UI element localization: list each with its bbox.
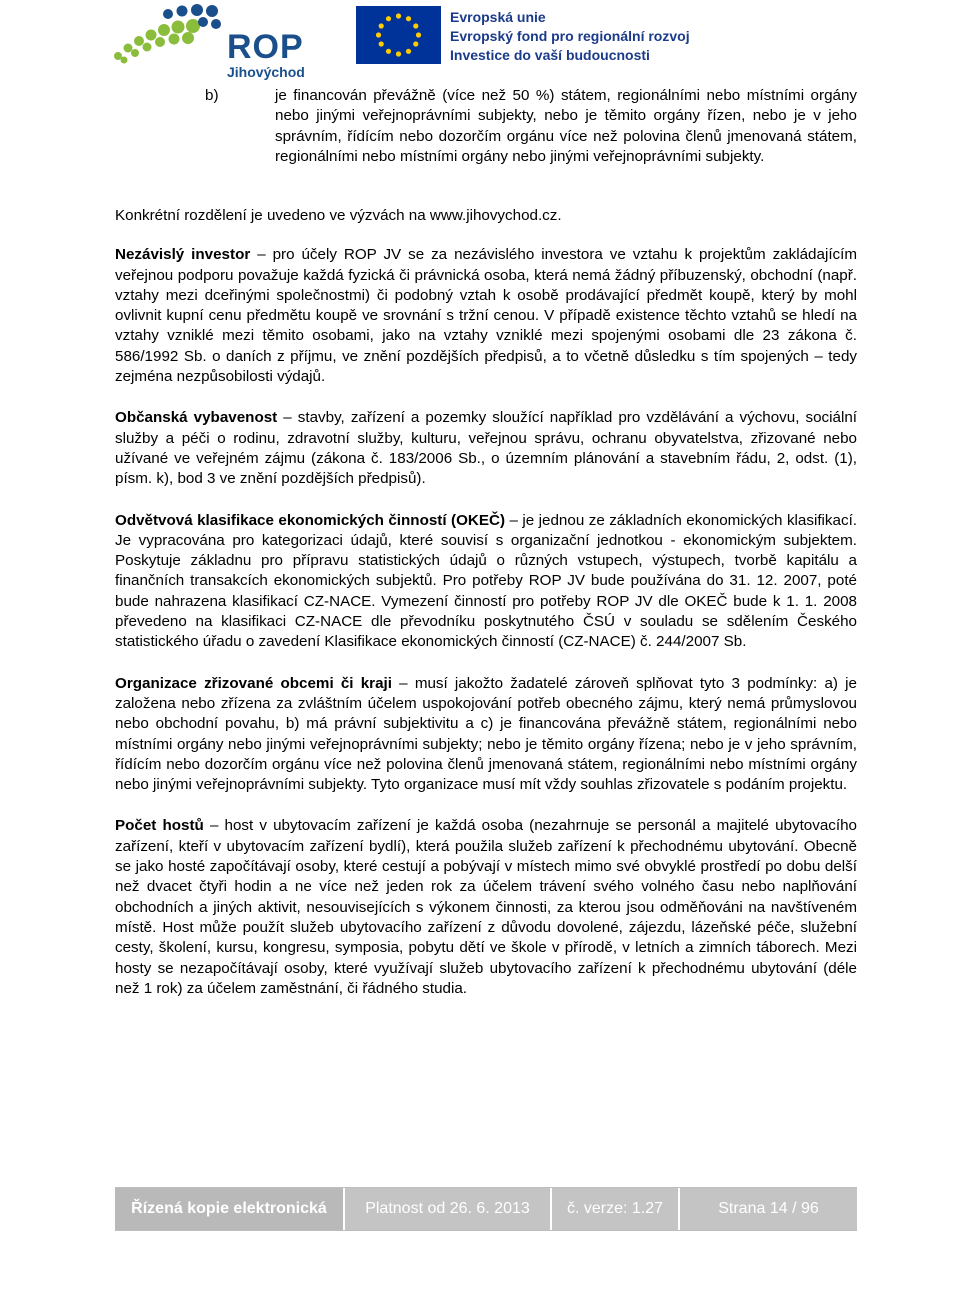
eu-funding-text <box>450 8 690 65</box>
definition-term: Nezávislý investor <box>115 246 251 264</box>
eu-flag-icon <box>356 6 441 64</box>
concrete-note: Konkrétní rozdělení je uvedeno ve výzvách na www.jihovychod.cz. <box>115 207 562 224</box>
definition-text: – stavby, zařízení a pozemky sloužící například pro vzdělávání a výchovu, sociální služby a péči o rodinu, zdravotní služby, kulturu, veřejnou správu, ochranu obyvatelstva, zřizované nebo užívané ve veřejném zájmu (zákona č. 183/2006 Sb., o územním plánování a stavebním řádu, 2, odst. (1), písm. k), bod 3 ve znění pozdějších předpisů). <box>115 409 857 488</box>
list-item-b <box>115 86 857 188</box>
definition-municipal-organizations <box>115 674 857 796</box>
footer-copy-status: Řízená kopie elektronická <box>115 1188 345 1230</box>
page-footer <box>115 1187 857 1231</box>
definition-civic-amenities <box>115 408 857 489</box>
definition-term: Organizace zřizované obcemi či kraji <box>115 674 392 692</box>
definition-text: – je jednou ze základních ekonomických klasifikací. Je vypracována pro kategorizaci údajů, které souvisí s organizační jednotkou - ekonomickým subjektem. Poskytuje základnu pro přípravu statistických údajů o různých vstupech, výstupech, tvorbě kapitálu a finančních transakcích ekonomických subjektů. Pro potřeby ROP JV bude používána do 31. 12. 2007, poté bude nahrazena klasifikací CZ-NACE. Vymezení činností pro potřeby ROP JV dle OKEČ bude k 1. 1. 2008 převedeno na klasifikaci CZ-NACE dle převodníku poskytnutého ČSÚ v souladu se sdělením Českého statistického úřadu o zavedení Klasifikace ekonomických činností (CZ-NACE) č. 244/2007 Sb. <box>115 511 858 651</box>
eu-line-3: Investice do vaší budoucnosti <box>450 47 650 63</box>
footer-version: č. verze: 1.27 <box>552 1188 680 1230</box>
rop-logo-text: ROP <box>227 28 304 66</box>
eu-line-1: Evropská unie <box>450 9 546 25</box>
definition-term: Občanská vybavenost <box>115 409 278 427</box>
definition-text: – pro účely ROP JV se za nezávislého investora ve vztahu k projektům zakládajícím veřejnou podporu považuje každá fyzická či právnická osoba, která nemá žádný příbuzenský, obchodní (např. vztahy mezi dceřinými společnostmi) či podobný vztah k osobě prodávající předmět koupě, který by mohl ovlivnit kupní cenu předmětu koupě ve srovnání s tržní cenou. V případě existence těchto vztahů se hledí na vztahy vzniklé mezi těmito osobami, jako na vztahy vzniklé mezi spojenými osobami dle 23 zákona č. 586/1992 Sb. o daních z příjmu, ve znění pozdějších předpisů, a to včetně důsledku s tím spojených – tedy zejména nezpůsobilosti výdajů. <box>115 246 857 386</box>
definition-term: Odvětvová klasifikace ekonomických činností (OKEČ) <box>115 511 506 529</box>
footer-page-number: Strana 14 / 96 <box>680 1188 857 1230</box>
rop-region-text: Jihovýchod <box>227 64 305 80</box>
list-marker: b) <box>205 87 219 104</box>
definition-term: Počet hostů <box>115 817 204 835</box>
footer-validity: Platnost od 26. 6. 2013 <box>345 1188 552 1230</box>
definition-independent-investor <box>115 245 857 387</box>
page-header <box>0 0 960 85</box>
definition-text: – musí jakožto žadatelé zároveň splňovat tyto 3 podmínky: a) je založena nebo zřízena za zvláštním účelem uspokojování potřeb obecného zájmu, který nemá průmyslovou nebo obchodní povahu, b) má právní subjektivitu a c) je financována převážně státem, regionálními nebo místními orgány nebo jinými veřejnoprávními subjekty; nebo je těmito orgány řízena; nebo je v jeho správním, řídícím nebo dozorčím orgánu více než polovina členů jmenovaná státem, regionálními nebo místními orgány nebo jinými veřejnoprávními subjekty. Tyto organizace musí mít vždy souhlas zřizovatele s podáním projektu. <box>115 674 857 794</box>
definition-text: – host v ubytovacím zařízení je každá osoba (nezahrnuje se personál a majitelé ubytovacího zařízení, kteří v ubytovacím zařízení bydlí), která použila služeb zařízení k přechodnému ubytování. Obecně se jako hosté započítávají osoby, které cestují a pobývají v místech mimo své obvyklé prostředí po dobu delší než dvacet čtyři hodin a ne více než jeden rok za účelem trávení svého volného času nebo naplňování obchodních a jiných aktivit, nesouvisejících s výkonem činnosti, za kterou jsou odměňováni na navštíveném místě. Host může použít služeb ubytovacího zařízení z důvodu dovolené, zájezdu, lázeňské péče, služební cesty, školení, kursu, kongresu, symposia, pobytu dětí ve škole v přírodě, v letních a zimních táborech. Mezi hosty se nezapočítávají osoby, které využívají služeb ubytovacího zařízení k přechodnému ubytování (déle než 1 rok) za účelem zaměstnání, či řádného studia. <box>115 817 857 997</box>
document-body <box>115 86 857 999</box>
definition-okec <box>115 511 857 653</box>
list-item-text: je financován převážně (více než 50 %) státem, regionálními nebo místními orgány nebo jinými veřejnoprávními subjekty, nebo je těmito orgány řízen, nebo je v jeho správním, řídícím nebo dozorčím orgánu více než polovina členů jmenovaná státem, regionálními nebo místními orgány nebo jinými veřejnoprávními subjekty. <box>275 87 857 165</box>
definition-guest-count <box>115 816 857 999</box>
eu-line-2: Evropský fond pro regionální rozvoj <box>450 28 690 44</box>
